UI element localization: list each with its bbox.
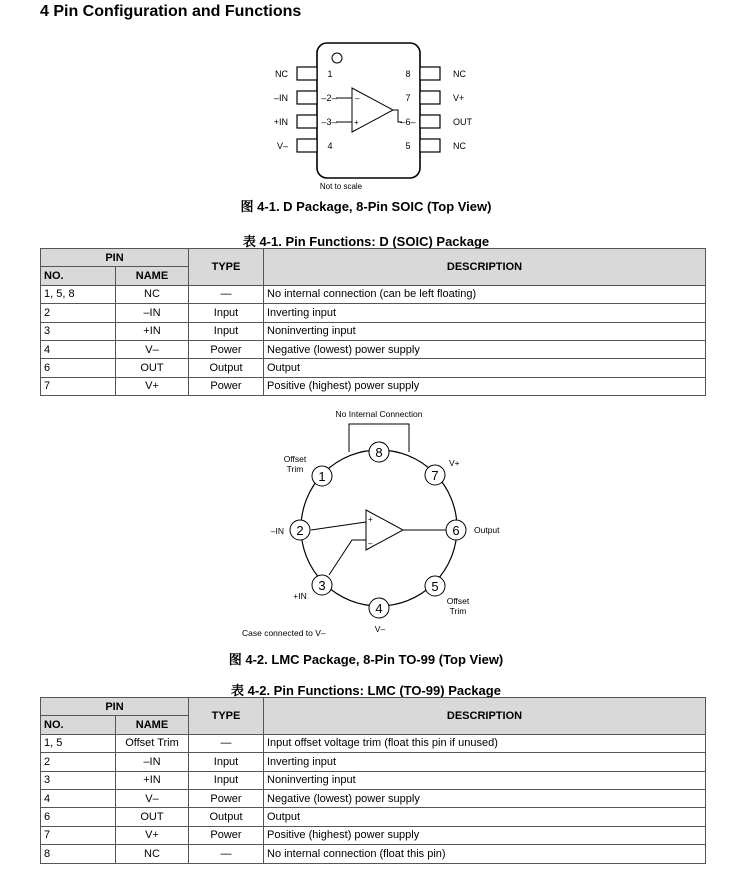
soic-left-pin-num: –2– (321, 93, 337, 103)
case-note: Case connected to V– (242, 628, 326, 638)
soic-right-pin-name: NC (453, 141, 466, 151)
table-row: 2 –IN Input Inverting input (41, 753, 706, 771)
soic-left-pin-name: NC (275, 69, 288, 79)
table-row: 3 +IN Input Noninverting input (41, 771, 706, 789)
soic-diagram (0, 0, 732, 200)
table-row: 1, 5 Offset Trim — Input offset voltage trim (float this pin if unused) (41, 734, 706, 752)
soic-pin-box (420, 115, 440, 128)
soic-right-pin-name: V+ (453, 93, 465, 103)
soic-pin-box (297, 67, 317, 80)
soic-opamp-minus: – (355, 94, 360, 103)
pin-header: PIN (41, 698, 189, 716)
soic-pin-box (420, 139, 440, 152)
figure1-caption: 图 4-1. D Package, 8-Pin SOIC (Top View) (240, 199, 492, 214)
no-internal-connection-label: No Internal Connection (335, 409, 423, 419)
soic-left-pin-num: 1 (327, 69, 333, 79)
to99-pin-number: 8 (375, 445, 383, 460)
soic-right-pin-num: 8 (405, 69, 411, 79)
offset-trim-label-1: Offset (283, 454, 307, 464)
no-header: NO. (41, 716, 116, 734)
table-row: 7 V+ Power Positive (highest) power supply (41, 377, 706, 395)
to99-pin-number: 7 (431, 468, 439, 483)
soic-pin-box (420, 67, 440, 80)
figure2-caption: 图 4-2. LMC Package, 8-Pin TO-99 (Top View) (228, 652, 504, 667)
soic-right-pin-num: 5 (405, 141, 411, 151)
soic-left-pin-num: 4 (327, 141, 333, 151)
output-label: Output (474, 525, 500, 535)
table-row: 4 V– Power Negative (lowest) power supply (41, 789, 706, 807)
section-title: 4 Pin Configuration and Functions (40, 3, 302, 20)
soic-right-pin-num: –6– (400, 117, 416, 127)
soic-left-pin-name: V– (276, 141, 288, 151)
soic-pin-table (40, 248, 706, 396)
type-header: TYPE (189, 249, 264, 286)
soic-pin-box (420, 91, 440, 104)
table-row: 7 V+ Power Positive (highest) power supply (41, 826, 706, 844)
table1-caption: 表 4-1. Pin Functions: D (SOIC) Package (242, 234, 490, 249)
to99-wire (329, 540, 366, 575)
to99-pin-number: 4 (375, 601, 383, 616)
no-header: NO. (41, 267, 116, 285)
to99-diagram (0, 400, 732, 645)
v-minus-label: V– (374, 624, 386, 634)
soic-pin-box (297, 91, 317, 104)
description-header: DESCRIPTION (264, 249, 706, 286)
soic-right-pin-name: NC (453, 69, 466, 79)
type-header: TYPE (189, 698, 264, 735)
to99-pin-number: 2 (296, 523, 304, 538)
soic-left-pin-name: +IN (273, 117, 288, 127)
pin-header: PIN (41, 249, 189, 267)
soic-right-pin-name: OUT (453, 117, 472, 127)
to99-opamp-minus: – (368, 539, 373, 548)
plus-in-label: +IN (293, 591, 307, 601)
to99-pin-number: 5 (431, 579, 439, 594)
offset-trim-label-5: Trim (449, 606, 467, 616)
table-row: 1, 5, 8 NC — No internal connection (can be left floating) (41, 285, 706, 303)
v-plus-label: V+ (449, 458, 460, 468)
table-row: 3 +IN Input Noninverting input (41, 322, 706, 340)
name-header: NAME (116, 267, 189, 285)
table-row: 6 OUT Output Output (41, 359, 706, 377)
table-row: 8 NC — No internal connection (float this pin) (41, 845, 706, 863)
to99-opamp-plus: + (368, 515, 373, 524)
soic-opamp-plus: + (354, 118, 359, 127)
to99-pin-number: 1 (318, 469, 326, 484)
to99-pin-table (40, 697, 706, 864)
not-to-scale-note: Not to scale (319, 182, 363, 191)
to99-wire (311, 522, 366, 530)
soic-left-pin-num: –3– (321, 117, 337, 127)
minus-in-label: –IN (270, 526, 284, 536)
offset-trim-label-1: Trim (286, 464, 304, 474)
name-header: NAME (116, 716, 189, 734)
table-row: 2 –IN Input Inverting input (41, 304, 706, 322)
soic-left-pin-name: –IN (273, 93, 288, 103)
soic-pin-box (297, 139, 317, 152)
offset-trim-label-5: Offset (446, 596, 470, 606)
table-row: 6 OUT Output Output (41, 808, 706, 826)
table2-caption: 表 4-2. Pin Functions: LMC (TO-99) Package (231, 683, 501, 698)
to99-pin-number: 6 (452, 523, 460, 538)
to99-pin-number: 3 (318, 578, 326, 593)
table-row: 4 V– Power Negative (lowest) power supply (41, 340, 706, 358)
description-header: DESCRIPTION (264, 698, 706, 735)
soic-right-pin-num: 7 (405, 93, 411, 103)
soic-pin-box (297, 115, 317, 128)
